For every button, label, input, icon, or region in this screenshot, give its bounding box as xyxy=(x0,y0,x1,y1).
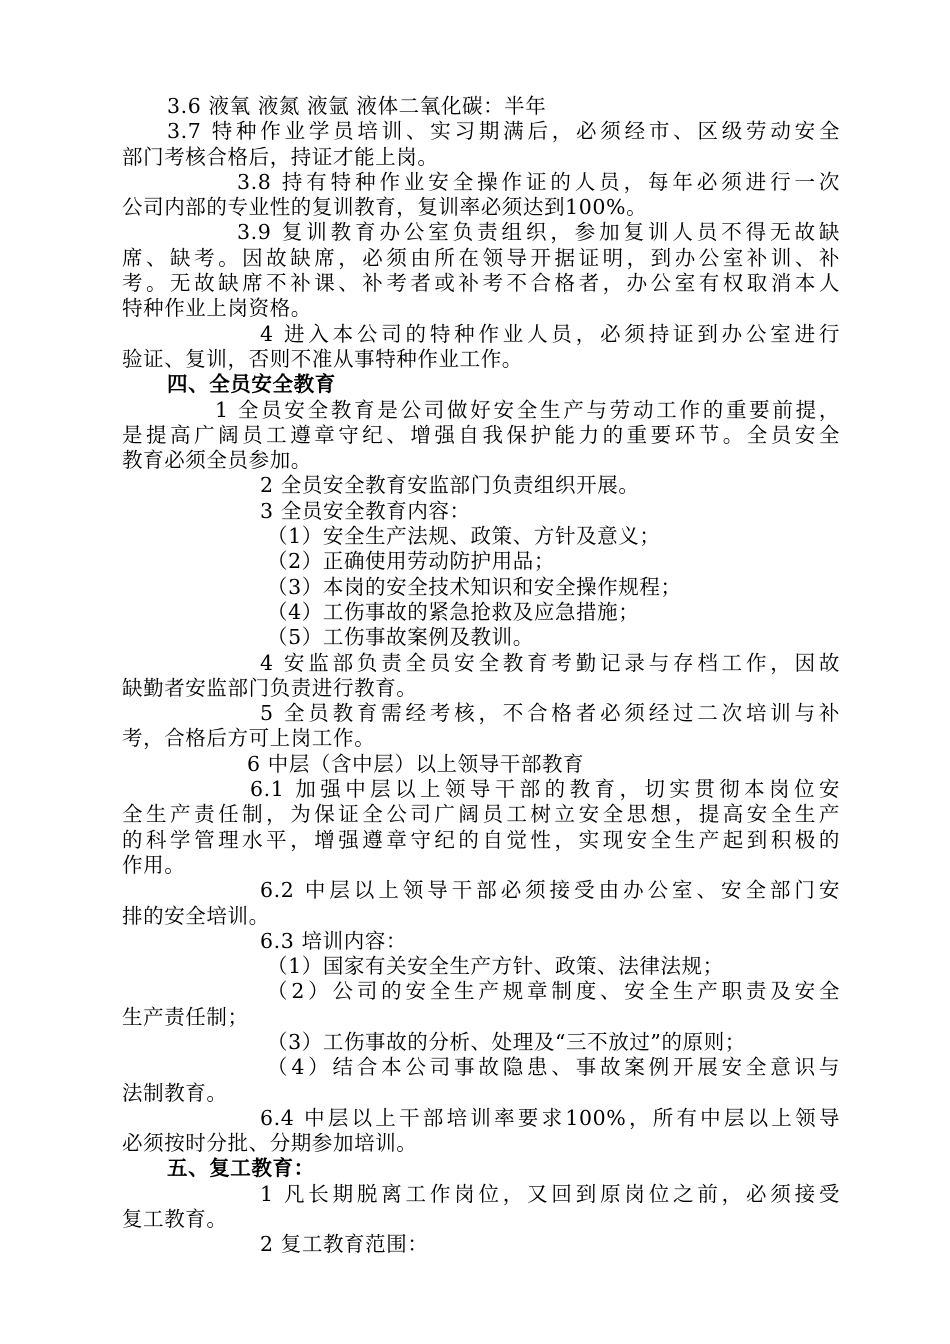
text-line: 3.8 持有特种作业安全操作证的人员，每年必须进行一次 xyxy=(237,169,840,194)
text-line: 6.4 中层以上干部培训率要求100%，所有中层以上领导 xyxy=(260,1105,840,1130)
text-line: 2 全员安全教育安监部门负责组织开展。 xyxy=(260,473,640,498)
document-body xyxy=(122,94,840,1258)
text-line: （4）结合本公司事故隐患、事故案例开展安全意识与 xyxy=(267,1055,840,1080)
text-line: 生产责任制； xyxy=(122,1004,249,1029)
text-line: 是提高广阔员工遵章守纪、增强自我保护能力的重要环节。全员安全 xyxy=(122,422,840,447)
text-line: 必须按时分批、分期参加培训。 xyxy=(122,1131,418,1156)
text-line: （2）公司的安全生产规章制度、安全生产职责及安全 xyxy=(267,979,840,1004)
text-line: 1 全员安全教育是公司做好安全生产与劳动工作的重要前提， xyxy=(215,397,840,422)
text-line: 排的安全培训。 xyxy=(122,903,270,928)
text-line: （3）本岗的安全技术知识和安全操作规程； xyxy=(267,574,682,599)
text-line: （1）国家有关安全生产方针、政策、法律法规； xyxy=(267,954,724,979)
text-line: 5 全员教育需经考核，不合格者必须经过二次培训与补 xyxy=(260,701,840,726)
text-line: 全生产责任制，为保证全公司广阔员工树立安全思想，提高安全生产 xyxy=(122,802,840,827)
text-line: 特种作业上岗资格。 xyxy=(122,296,312,321)
text-line: 席、缺考。因故缺席，必须由所在领导开据证明，到办公室补训、补 xyxy=(122,245,840,270)
text-line: 教育必须全员参加。 xyxy=(122,448,312,473)
text-line: 3 全员安全教育内容： xyxy=(260,498,471,523)
text-line: 的科学管理水平，增强遵章守纪的自觉性，实现安全生产起到积极的 xyxy=(122,827,840,852)
section-heading: 四、全员安全教育 xyxy=(167,372,336,397)
text-line: 4 进入本公司的特种作业人员，必须持证到办公室进行 xyxy=(260,321,840,346)
text-line: （4）工伤事故的紧急抢救及应急措施； xyxy=(267,599,640,624)
text-line: 6 中层（含中层）以上领导干部教育 xyxy=(247,751,585,776)
text-line: 3.6 液氧 液氮 液氩 液体二氧化碳：半年 xyxy=(167,94,547,118)
text-line: （1）安全生产法规、政策、方针及意义； xyxy=(267,524,661,549)
text-line: （5）工伤事故案例及教训。 xyxy=(267,625,534,650)
text-line: （3）工伤事故的分析、处理及“三不放过”的原则； xyxy=(267,1029,746,1054)
text-line: 1 凡长期脱离工作岗位，又回到原岗位之前，必须接受 xyxy=(260,1181,840,1206)
text-line: 3.7 特种作业学员培训、实习期满后，必须经市、区级劳动安全 xyxy=(167,119,840,144)
text-line: 复工教育。 xyxy=(122,1207,228,1232)
text-line: 6.2 中层以上领导干部必须接受由办公室、安全部门安 xyxy=(260,878,840,903)
section-heading: 五、复工教育： xyxy=(167,1156,315,1181)
text-line: 6.3 培训内容： xyxy=(260,928,408,953)
text-line: （2）正确使用劳动防护用品； xyxy=(267,549,555,574)
text-line: 4 安监部负责全员安全教育考勤记录与存档工作，因故 xyxy=(260,650,840,675)
text-line: 作用。 xyxy=(122,852,186,877)
text-line: 3.9 复训教育办公室负责组织，参加复训人员不得无故缺 xyxy=(237,220,840,245)
text-line: 2 复工教育范围： xyxy=(260,1232,429,1257)
text-line: 法制教育。 xyxy=(122,1080,228,1105)
text-line: 部门考核合格后，持证才能上岗。 xyxy=(122,144,439,169)
text-line: 缺勤者安监部门负责进行教育。 xyxy=(122,675,418,700)
text-line: 公司内部的专业性的复训教育，复训率必须达到100%。 xyxy=(122,195,648,220)
text-line: 验证、复训，否则不准从事特种作业工作。 xyxy=(122,346,523,371)
text-line: 考，合格后方可上岗工作。 xyxy=(122,726,376,751)
text-line: 6.1 加强中层以上领导干部的教育，切实贯彻本岗位安 xyxy=(250,777,840,802)
text-line: 考。无故缺席不补课、补考者或补考不合格者，办公室有权取消本人 xyxy=(122,271,840,296)
